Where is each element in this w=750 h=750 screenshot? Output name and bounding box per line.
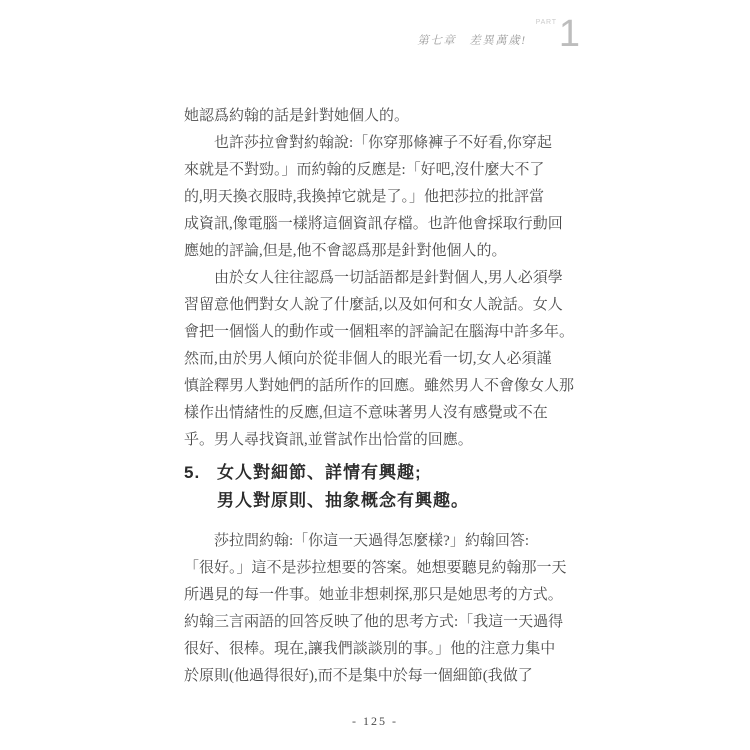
text-line: 於原則(他過得很好),而不是集中於每一個細節(我做了 (184, 668, 533, 684)
page-footer (0, 712, 750, 730)
text-line: 來就是不對勁。」而約翰的反應是:「好吧,沒什麼大不了 (184, 162, 545, 178)
text-line: 莎拉問約翰:「你這一天過得怎麼樣?」約翰回答: (184, 533, 529, 549)
page-number: - 125 - (352, 714, 398, 728)
text-line: 會把一個惱人的動作或一個粗率的評論記在腦海中許多年。 (184, 324, 575, 340)
text-line: 約翰三言兩語的回答反映了他的思考方式:「我這一天過得 (184, 614, 564, 630)
section-heading-lines (217, 459, 469, 515)
text-line: 然而,由於男人傾向於從非個人的眼光看一切,女人必須謹 (184, 351, 552, 367)
section-heading-line: 男人對原則、抽象概念有興趣。 (217, 491, 469, 510)
text-line: 乎。男人尋找資訊,並嘗試作出恰當的回應。 (184, 432, 473, 448)
page-body (184, 103, 578, 690)
section-heading-line: 女人對細節、詳情有興趣; (217, 463, 422, 482)
chapter-title: 第七章 差異萬歲! (417, 35, 527, 47)
text-line: 由於女人往往認爲一切話語都是針對個人,男人必須學 (184, 270, 563, 286)
text-line: 應她的評論,但是,他不會認爲那是針對他個人的。 (184, 243, 507, 259)
part-number: 1 (558, 13, 580, 55)
paragraph (184, 103, 578, 265)
text-line: 很好、很棒。現在,讓我們談談別的事。」他的注意力集中 (184, 641, 556, 657)
running-head (417, 13, 580, 55)
text-line: 的,明天換衣服時,我換掉它就是了。」他把莎拉的批評當 (184, 189, 545, 205)
part-indicator (535, 13, 580, 55)
paragraph (184, 528, 578, 690)
text-line: 成資訊,像電腦一樣將這個資訊存檔。也許他會採取行動回 (184, 216, 563, 232)
section-heading-number: 5. (184, 463, 201, 482)
section-heading (184, 459, 578, 515)
text-line: 慎詮釋男人對她們的話所作的回應。雖然男人不會像女人那 (184, 378, 575, 394)
part-label: PART (535, 19, 557, 26)
text-line: 她認爲約翰的話是針對她個人的。 (184, 108, 410, 124)
text-line: 習留意他們對女人說了什麼話,以及如何和女人說話。女人 (184, 297, 563, 313)
paragraph (184, 265, 578, 454)
text-line: 也許莎拉會對約翰說:「你穿那條褲子不好看,你穿起 (184, 135, 552, 151)
text-line: 樣作出情緒性的反應,但這不意味著男人沒有感覺或不在 (184, 405, 548, 421)
text-line: 「很好。」這不是莎拉想要的答案。她想要聽見約翰那一天 (184, 560, 567, 576)
text-line: 所遇見的每一件事。她並非想刺探,那只是她思考的方式。 (184, 587, 563, 603)
